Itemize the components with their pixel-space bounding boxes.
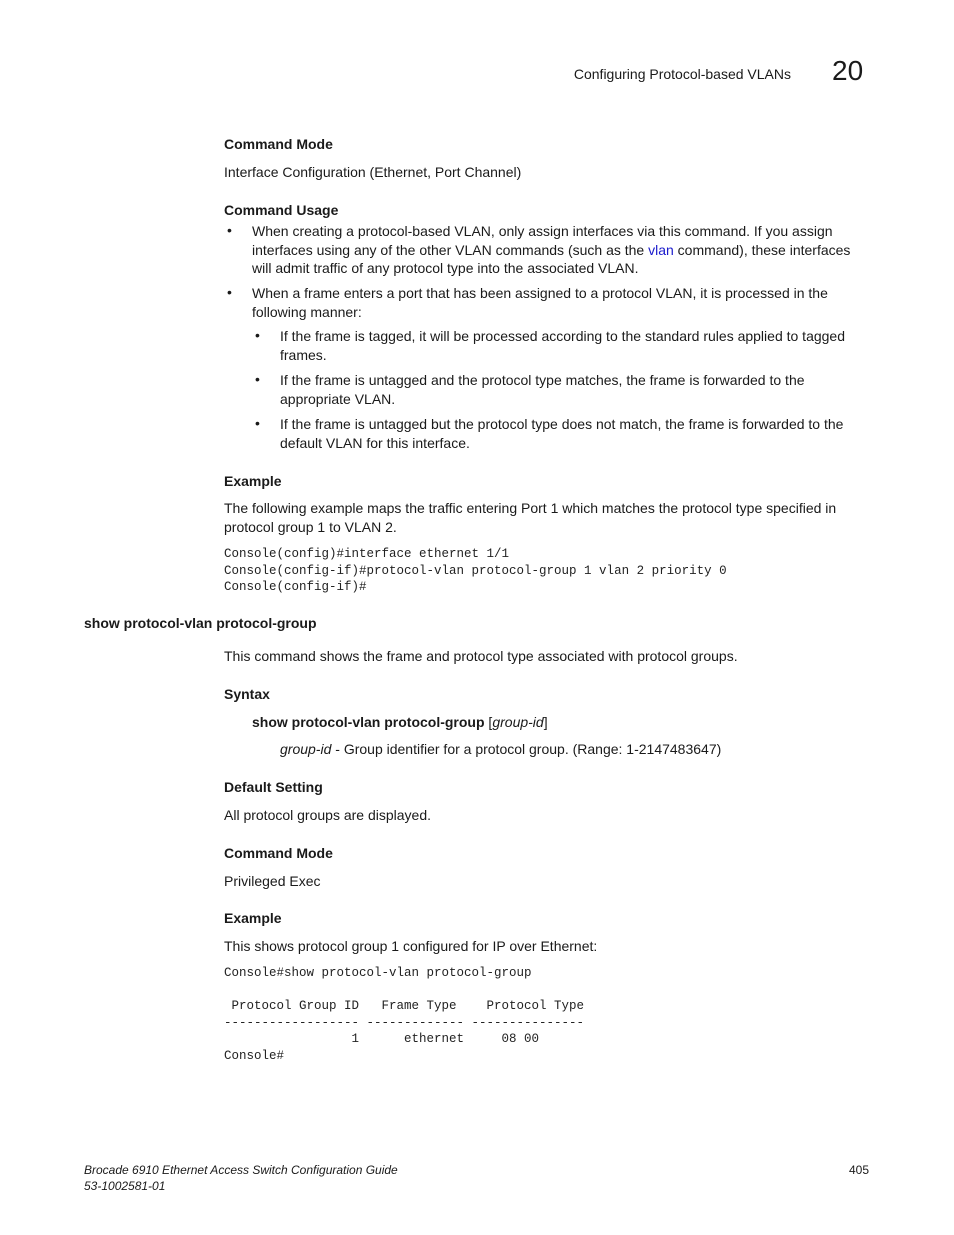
usage-subitem-1: If the frame is tagged, it will be processed according to the standard rules applied to tagged frames. [280,328,846,363]
syntax-heading: Syntax [224,686,270,702]
running-header-title: Configuring Protocol-based VLANs [573,66,791,82]
sub-bullet-icon: • [255,371,260,387]
param-name: group-id [280,741,332,757]
footer-doc-number: 53-1002581-01 [84,1179,166,1193]
default-setting-text: All protocol groups are displayed. [224,807,432,823]
usage-item-1-text-a: When creating a protocol-based VLAN, only assign interfaces via this command. If you assign interfaces using any of the other VLAN commands (such as the [252,223,833,258]
vlan-link[interactable]: vlan [648,241,674,258]
example-code-block: Console(config)#interface ethernet 1/1 Console(config-if)#protocol-vlan protocol-group 1 vlan 2 priority 0 Console(config-if)# [224,547,727,594]
sub-bullet-icon: • [255,415,260,431]
sub-bullet-icon: • [255,327,260,343]
example-heading-2: Example [224,910,282,926]
section-title: show protocol-vlan protocol-group [84,615,317,631]
chapter-number: 20 [832,55,864,86]
example-heading: Example [224,473,282,489]
usage-item-1-text-b: command), these interfaces will admit traffic of any protocol type into the associated VLAN. [252,241,851,276]
usage-item-2: When a frame enters a port that has been assigned to a protocol VLAN, it is processed in the following manner: [252,285,828,320]
bullet-icon: • [227,284,232,300]
command-mode-heading-2: Command Mode [224,845,333,861]
example-code-block-2: Console#show protocol-vlan protocol-group Protocol Group ID Frame Type Protocol Type ------------------ ------------- --------------- 1 ethernet 08 00 Console# [224,966,585,1063]
footer-page-number: 405 [849,1163,870,1177]
syntax-command: show protocol-vlan protocol-group [252,714,485,730]
command-mode-heading: Command Mode [224,136,333,152]
syntax-bracket-close: ] [543,714,548,730]
section-description: This command shows the frame and protocol type associated with protocol groups. [224,648,738,664]
default-setting-heading: Default Setting [224,779,323,795]
example-text: The following example maps the traffic entering Port 1 which matches the protocol type specified in protocol group 1 to VLAN 2. [224,500,837,535]
command-usage-heading: Command Usage [224,202,339,218]
command-mode-text-2: Privileged Exec [224,873,321,889]
syntax-param: group-id [492,714,544,730]
bullet-icon: • [227,222,232,238]
syntax-line [252,713,548,732]
param-description: - Group identifier for a protocol group. (Range: 1-2147483647) [331,741,722,757]
usage-subitem-3: If the frame is untagged but the protocol type does not match, the frame is forwarded to the default VLAN for this interface. [280,416,844,451]
param-line [280,740,721,759]
footer-doc-title: Brocade 6910 Ethernet Access Switch Configuration Guide [84,1163,398,1177]
command-mode-text: Interface Configuration (Ethernet, Port Channel) [224,164,522,180]
example-text-2: This shows protocol group 1 configured for IP over Ethernet: [224,938,598,954]
syntax-bracket-open: [ [484,714,493,730]
usage-item-1 [252,222,868,278]
usage-subitem-2: If the frame is untagged and the protocol type matches, the frame is forwarded to the appropriate VLAN. [280,372,805,407]
